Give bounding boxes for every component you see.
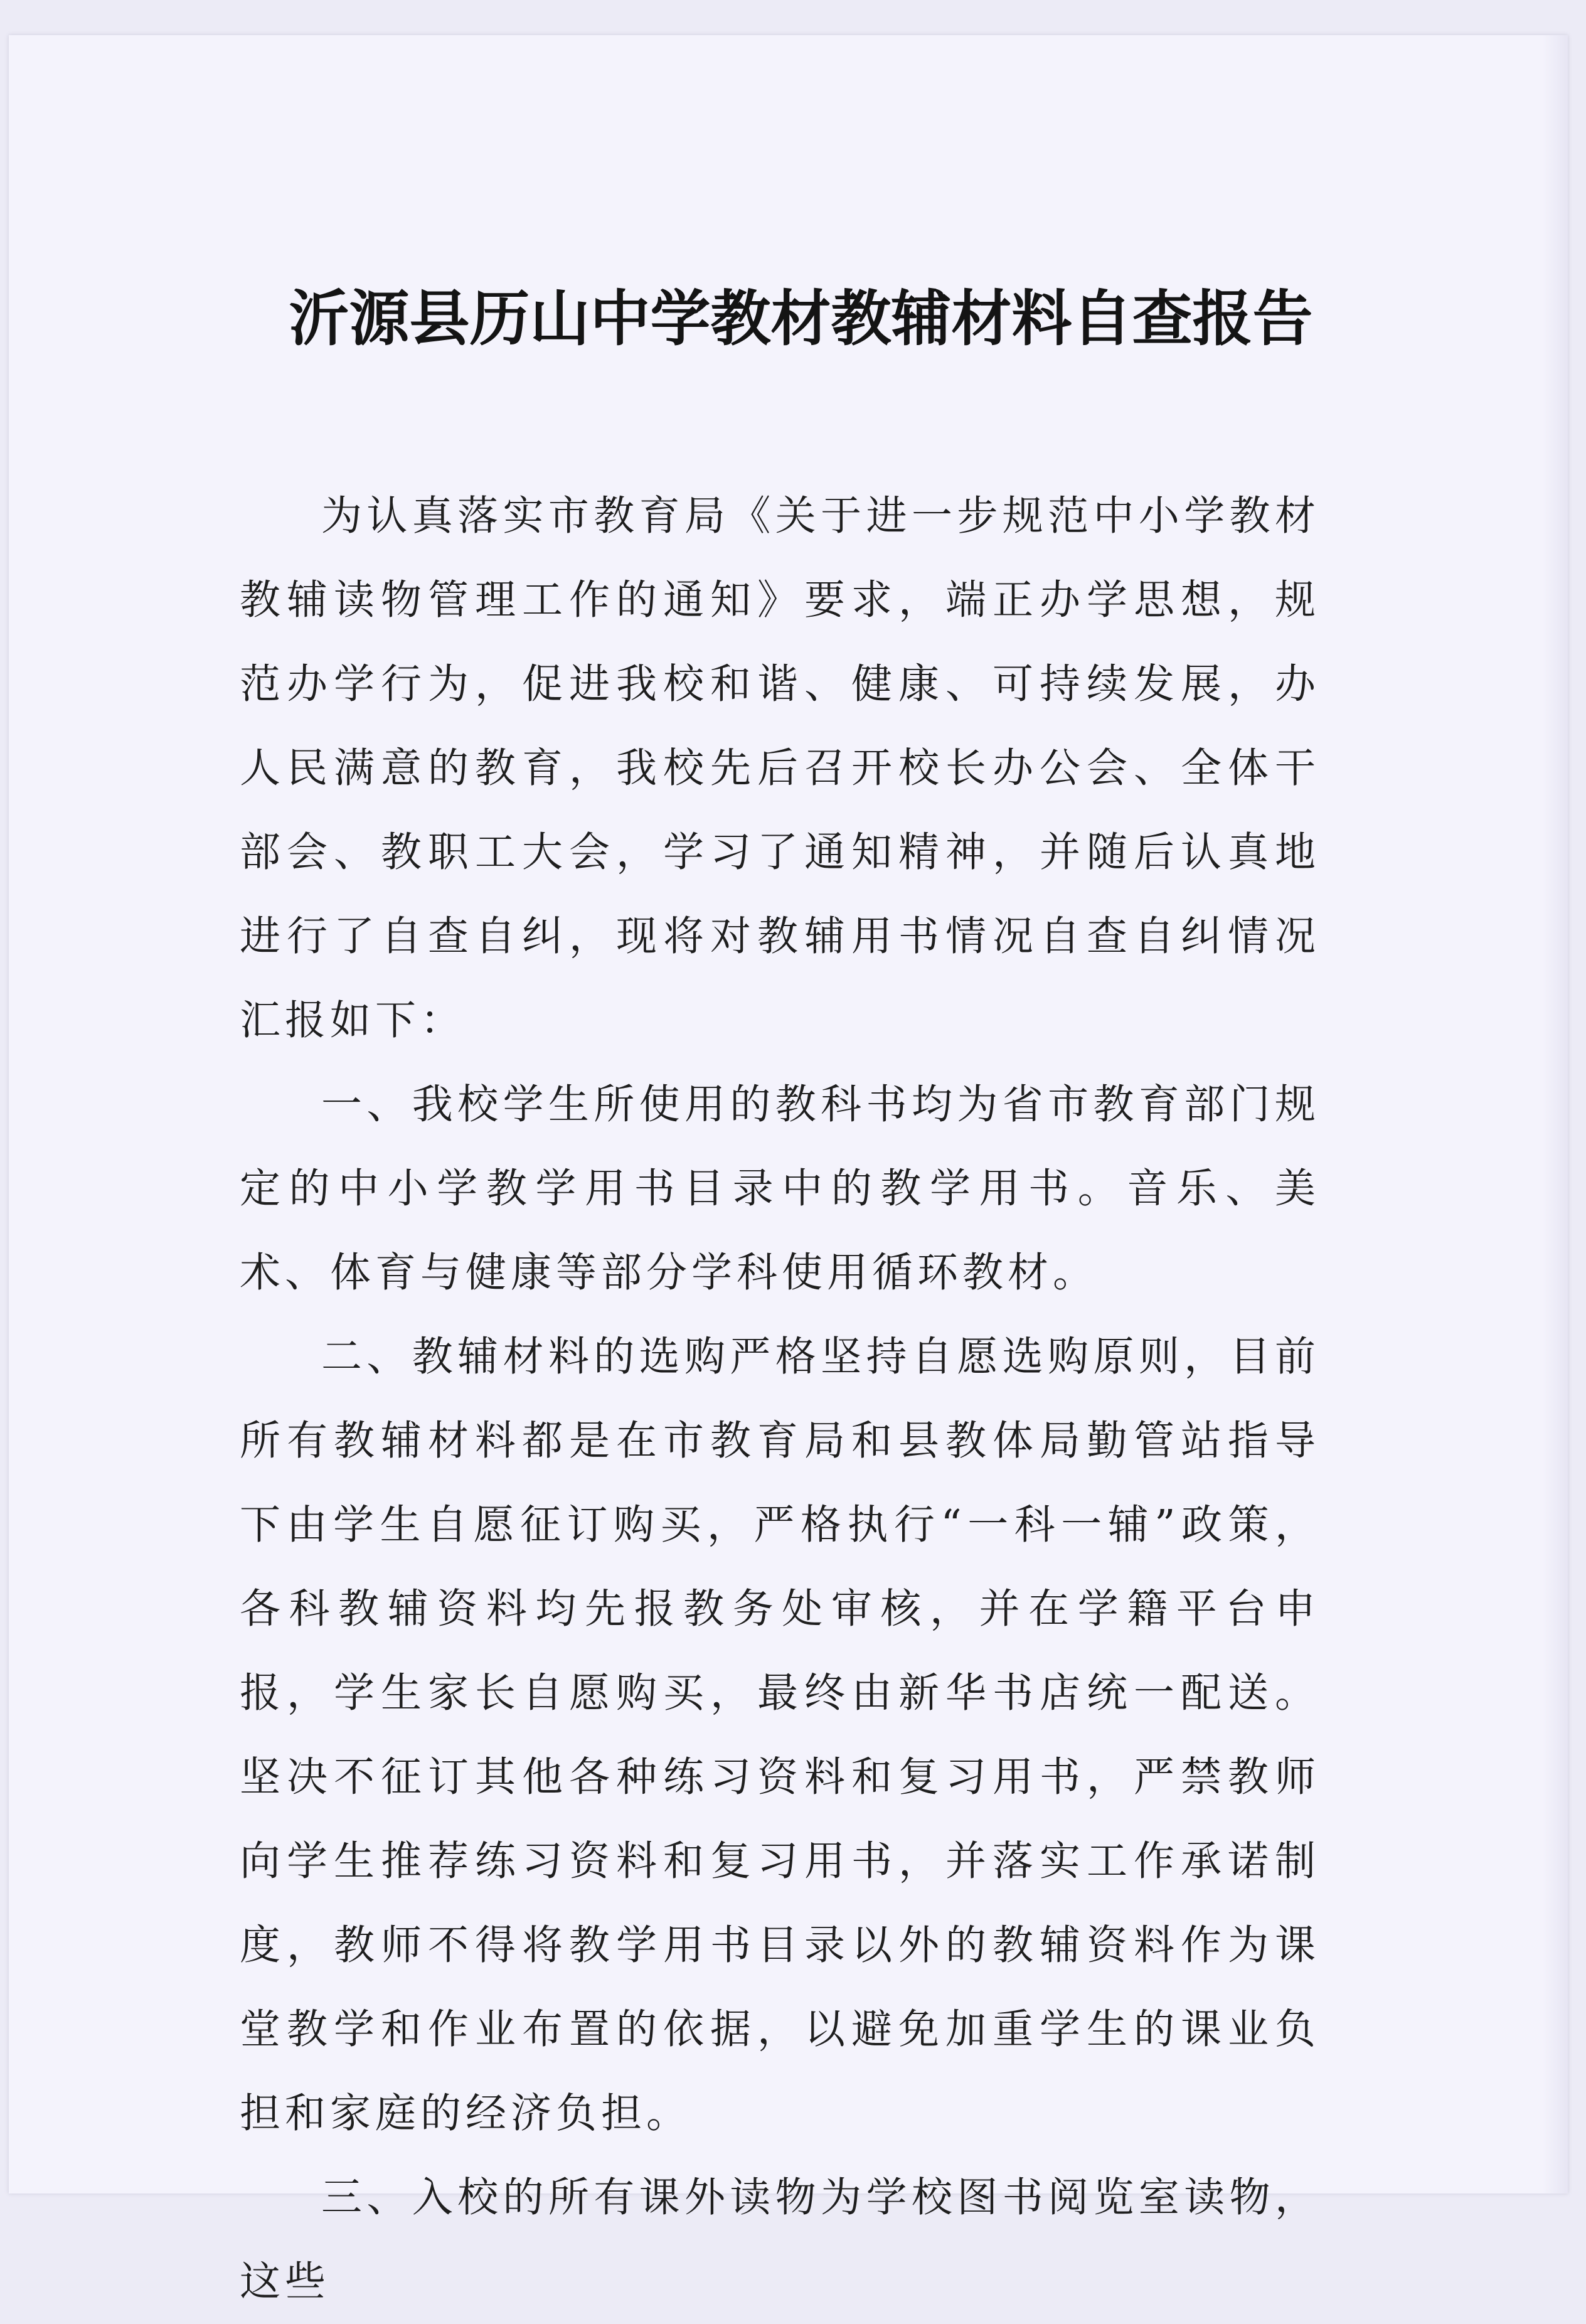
paragraph-intro: 为认真落实市教育局《关于进一步规范中小学教材教辅读物管理工作的通知》要求，端正办学思想，规范办学行为，促进我校和谐、健康、可持续发展，办人民满意的教育，我校先后召开校长办公会、全体干部会、教职工大会，学习了通知精神，并随后认真地进行了自查自纠，现将对教辅用书情况自查自纠情况汇报如下： xyxy=(240,493,1320,1044)
scanned-page xyxy=(9,35,1568,2305)
document-body xyxy=(240,474,1320,2324)
page-edge-shadow xyxy=(1543,35,1568,2193)
paragraph-section-2: 二、教辅材料的选购严格坚持自愿选购原则，目前所有教辅材料都是在市教育局和县教体局勤管站指导下由学生自愿征订购买，严格执行“一科一辅”政策，各科教辅资料均先报教务处审核，并在学籍平台申报，学生家长自愿购买，最终由新华书店统一配送。坚决不征订其他各种练习资料和复习用书，严禁教师向学生推荐练习资料和复习用书，并落实工作承诺制度，教师不得将教学用书目录以外的教辅资料作为课堂教学和作业布置的依据，以避免加重学生的课业负担和家庭的经济负担。 xyxy=(240,1333,1320,2137)
paragraph-section-1: 一、我校学生所使用的教科书均为省市教育部门规定的中小学教学用书目录中的教学用书。音乐、美术、体育与健康等部分学科使用循环教材。 xyxy=(240,1081,1320,1296)
document-title: 沂源县历山中学教材教辅材料自查报告 xyxy=(289,283,1313,354)
paragraph-section-3: 三、入校的所有课外读物为学校图书阅览室读物，这些 xyxy=(240,2174,1320,2305)
